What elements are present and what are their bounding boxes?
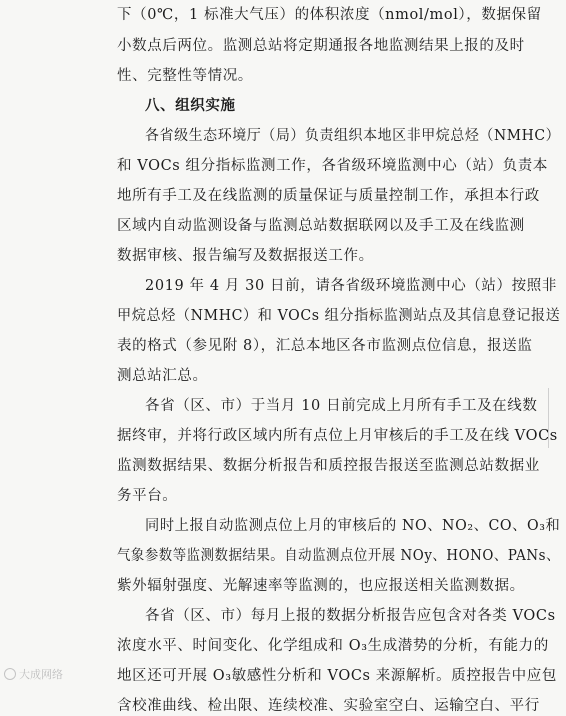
text-line: 含校准曲线、检出限、连续校准、实验室空白、运输空白、平行 bbox=[117, 698, 540, 714]
text-line: 各省（区、市）每月上报的数据分析报告应包含对各类 VOCs bbox=[145, 608, 556, 624]
text-line: 数据审核、报告编写及数据报送工作。 bbox=[117, 248, 374, 264]
text-line: 性、完整性等情况。 bbox=[117, 68, 253, 84]
watermark-logo-icon bbox=[4, 668, 16, 680]
text-line: 同时上报自动监测点位上月的审核后的 NO、NO₂、CO、O₃和 bbox=[145, 518, 561, 534]
text-line: 浓度水平、时间变化、化学组成和 O₃生成潜势的分析，有能力的 bbox=[117, 638, 549, 654]
text-line: 地区还可开展 O₃敏感性分析和 VOCs 来源解析。质控报告中应包 bbox=[117, 668, 557, 684]
text-line: 各省级生态环境厅（局）负责组织本地区非甲烷总烃（NMHC） bbox=[145, 128, 561, 144]
margin-mark bbox=[548, 388, 555, 448]
text-line: 据终审，并将行政区域内所有点位上月审核后的手工及在线 VOCs bbox=[117, 428, 558, 444]
text-line: 测总站汇总。 bbox=[117, 368, 208, 384]
text-line: 紫外辐射强度、光解速率等监测的，也应报送相关监测数据。 bbox=[117, 578, 525, 594]
text-line: 甲烷总烃（NMHC）和 VOCs 组分指标监测站点及其信息登记报送 bbox=[117, 308, 561, 324]
text-line: 务平台。 bbox=[117, 488, 178, 504]
text-line: 区域内自动监测设备与监测总站数据联网以及手工及在线监测 bbox=[117, 218, 525, 234]
text-line: 下（0℃，1 标准大气压）的体积浓度（nmol/mol），数据保留 bbox=[117, 7, 542, 23]
text-line: 2019 年 4 月 30 日前，请各省级环境监测中心（站）按照非 bbox=[145, 278, 557, 294]
text-line: 和 VOCs 组分指标监测工作，各省级环境监测中心（站）负责本 bbox=[117, 158, 548, 174]
watermark-text: 大成网络 bbox=[19, 668, 63, 681]
text-line: 小数点后两位。监测总站将定期通报各地监测结果上报的及时 bbox=[117, 38, 525, 54]
section-heading: 八、组织实施 bbox=[145, 98, 236, 114]
text-line: 气象参数等监测数据结果。自动监测点位开展 NOy、HONO、PANs、 bbox=[117, 548, 561, 564]
text-line: 监测数据结果、数据分析报告和质控报告报送至监测总站数据业 bbox=[117, 458, 540, 474]
text-line: 各省（区、市）于当月 10 日前完成上月所有手工及在线数 bbox=[145, 398, 538, 414]
watermark bbox=[4, 666, 63, 682]
text-line: 表的格式（参见附 8），汇总本地区各市监测点位信息，报送监 bbox=[117, 338, 533, 354]
text-line: 地所有手工及在线监测的质量保证与质量控制工作，承担本行政 bbox=[117, 188, 540, 204]
